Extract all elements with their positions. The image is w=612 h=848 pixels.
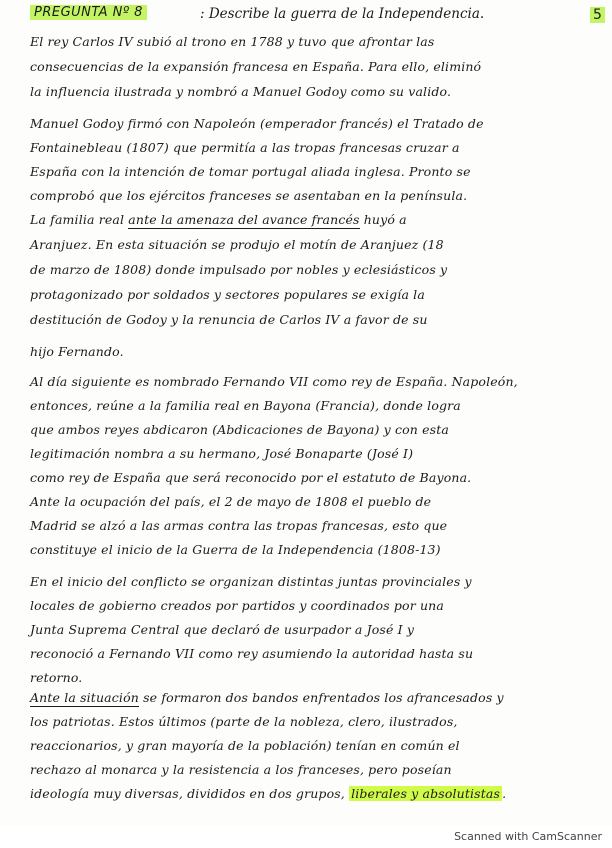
text-line: retorno. [30,670,83,685]
text-line: como rey de España que será reconocido por el estatuto de Bayona. [30,470,472,485]
text-fragment: ideología muy diversas, divididos en dos grupos, [30,786,345,801]
text-line: reaccionarios, y gran mayoría de la población) tenían en común el [30,738,460,753]
text-fragment: La familia real [30,212,125,227]
text-fragment: huyó a [363,212,407,227]
text-line-with-underline [30,212,407,227]
text-line: comprobó que los ejércitos franceses se asentaban en la península. [30,188,468,203]
text-line: constituye el inicio de la Guerra de la Independencia (1808-13) [30,542,441,557]
underlined-phrase: Ante la situación [30,690,139,705]
text-line: los patriotas. Estos últimos (parte de la nobleza, clero, ilustrados, [30,714,458,729]
text-line: de marzo de 1808) donde impulsado por nobles y eclesiásticos y [30,262,448,277]
text-line-with-highlight [30,786,506,801]
text-line: entonces, reúne a la familia real en Bayona (Francia), donde logra [30,398,461,413]
text-line: locales de gobierno creados por partidos y coordinados por una [30,598,444,613]
text-line-with-underline [30,690,504,705]
text-line: que ambos reyes abdicaron (Abdicaciones de Bayona) y con esta [30,422,449,437]
question-label: PREGUNTA Nº 8 [30,5,147,20]
text-fragment: . [502,786,507,801]
text-line: El rey Carlos IV subió al trono en 1788 y tuvo que afrontar las [30,34,435,49]
text-line: Al día siguiente es nombrado Fernando VII como rey de España. Napoleón, [30,374,518,389]
highlighted-phrase: liberales y absolutistas [351,786,501,801]
text-line: la influencia ilustrada y nombró a Manuel Godoy como su valido. [30,84,452,99]
scanner-watermark: Scanned with CamScanner [454,830,602,843]
text-line: protagonizado por soldados y sectores populares se exigía la [30,287,425,302]
text-line: destitución de Godoy y la renuncia de Carlos IV a favor de su [30,312,428,327]
question-text: : Describe la guerra de la Independencia. [200,6,485,22]
text-line: España con la intención de tomar portugal aliada inglesa. Pronto se [30,164,471,179]
question-header [30,5,602,25]
text-line: reconoció a Fernando VII como rey asumiendo la autoridad hasta su [30,646,474,661]
text-line: rechazo al monarca y la resistencia a los franceses, pero poseían [30,762,452,777]
text-line: Ante la ocupación del país, el 2 de mayo de 1808 el pueblo de [30,494,432,509]
text-line: Aranjuez. En esta situación se produjo el motín de Aranjuez (18 [30,237,444,252]
text-line: legitimación nombra a su hermano, José Bonaparte (José I) [30,446,414,461]
text-line: En el inicio del conflicto se organizan distintas juntas provinciales y [30,574,472,589]
page-number: 5 [590,7,605,23]
text-line: Junta Suprema Central que declaró de usurpador a José I y [30,622,415,637]
underlined-phrase: ante la amenaza del avance francés [128,212,360,227]
text-fragment: se formaron dos bandos enfrentados los afrancesados y [143,690,504,705]
text-line: Madrid se alzó a las armas contra las tropas francesas, esto que [30,518,448,533]
text-line: hijo Fernando. [30,344,124,359]
text-line: Manuel Godoy firmó con Napoleón (emperador francés) el Tratado de [30,116,484,131]
text-line: consecuencias de la expansión francesa en España. Para ello, eliminó [30,59,482,74]
text-line: Fontainebleau (1807) que permitía a las tropas francesas cruzar a [30,140,460,155]
